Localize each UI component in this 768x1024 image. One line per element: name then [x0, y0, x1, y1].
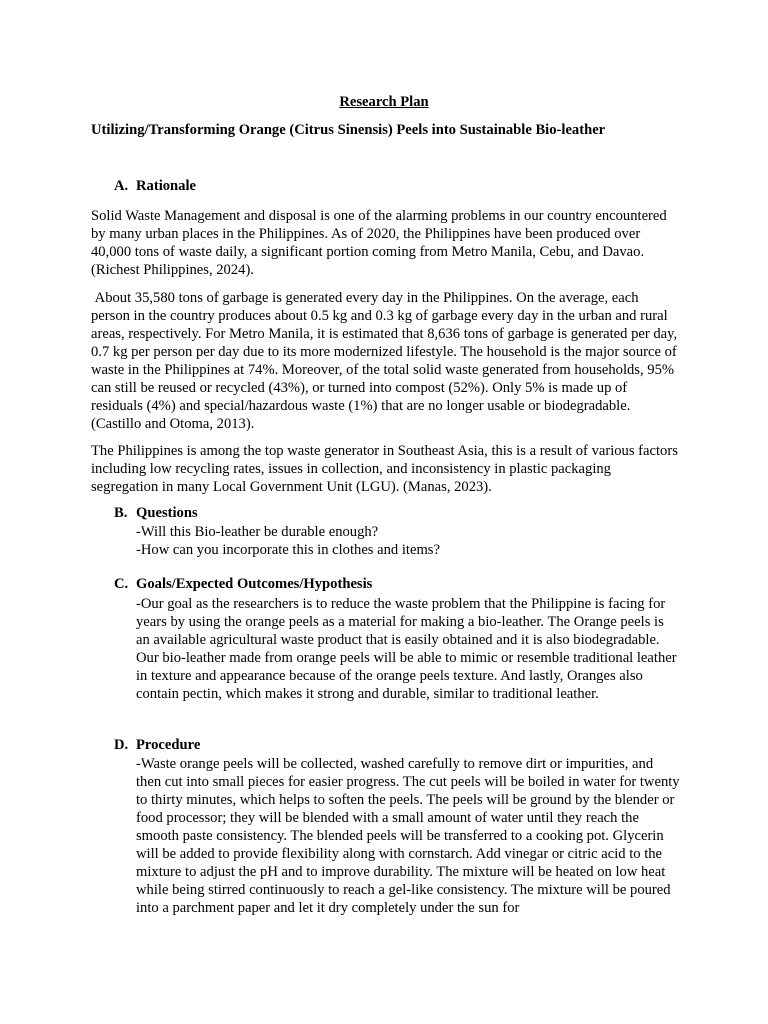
rationale-heading: [114, 178, 196, 195]
document-subtitle: Utilizing/Transforming Orange (Citrus Sinensis) Peels into Sustainable Bio-leather: [91, 122, 606, 138]
questions-title: Questions: [136, 505, 198, 521]
question-item: -Will this Bio-leather be durable enough?: [136, 524, 379, 540]
questions-heading: [114, 505, 198, 522]
goals-letter: C.: [114, 576, 129, 592]
questions-list: [136, 523, 681, 559]
rationale-title: Rationale: [136, 178, 196, 194]
rationale-paragraph-1: Solid Waste Management and disposal is one of the alarming problems in our country encountered by many urban places in the Philippines. As of 2020, the Philippines have been produced over 40,000 tons of waste daily, a significant portion coming from Metro Manila, Cebu, and Davao. (Richest Philippines, 2024).: [91, 208, 667, 278]
goals-text: -Our goal as the researchers is to reduce the waste problem that the Philippine is facing for years by using the orange peels as a material for making a bio-leather. The Orange peels is an available agricultural waste product that is easily obtained and it is also biodegradable. Our bio-leather made from orange peels will be able to mimic or resemble traditional leather in texture and appearance because of the orange peels texture. And lastly, Oranges also contain pectin, which makes it strong and durable, similar to traditional leather.: [136, 596, 677, 702]
procedure-letter: D.: [114, 737, 129, 753]
procedure-text: -Waste orange peels will be collected, washed carefully to remove dirt or impurities, and then cut into small pieces for easier progress. The cut peels will be boiled in water for twenty to thirty minutes, which helps to soften the peels. The peels will be ground by the blender or food processor; they will be blended with a small amount of water until they reach the smooth paste consistency. The blended peels will be transferred to a cooking pot. Glycerin will be added to provide flexibility along with cornstarch. Add vinegar or citric acid to the mixture to adjust the pH and to improve durability. The mixture will be heated on low heat while being stirred continuously to reach a gel-like consistency. The mixture will be poured into a parchment paper and let it dry completely under the sun for: [136, 756, 680, 916]
document-title: Research Plan: [339, 94, 429, 110]
procedure-title: Procedure: [136, 737, 201, 753]
rationale-paragraph-3: The Philippines is among the top waste generator in Southeast Asia, this is a result of various factors including low recycling rates, issues in collection, and inconsistency in plastic packaging segregation in many Local Government Unit (LGU). (Manas, 2023).: [91, 443, 678, 495]
goals-title: Goals/Expected Outcomes/Hypothesis: [136, 576, 373, 592]
rationale-letter: A.: [114, 178, 129, 194]
questions-letter: B.: [114, 505, 128, 521]
procedure-heading: [114, 737, 200, 754]
question-item: -How can you incorporate this in clothes and items?: [136, 542, 440, 558]
goals-heading: [114, 576, 372, 593]
rationale-paragraph-2: About 35,580 tons of garbage is generated every day in the Philippines. On the average, each person in the country produces about 0.5 kg and 0.3 kg of garbage every day in the urban and rural areas, respectively. For Metro Manila, it is estimated that 8,636 tons of garbage is generated per day, 0.7 kg per person per day due to its more modernized lifestyle. The household is the major source of waste in the Philippines at 74%. Moreover, of the total solid waste generated from households, 95% can still be reused or recycled (43%), or turned into compost (52%). Only 5% is made up of residuals (4%) and special/hazardous waste (1%) that are no longer usable or biodegradable. (Castillo and Otoma, 2013).: [91, 290, 678, 432]
